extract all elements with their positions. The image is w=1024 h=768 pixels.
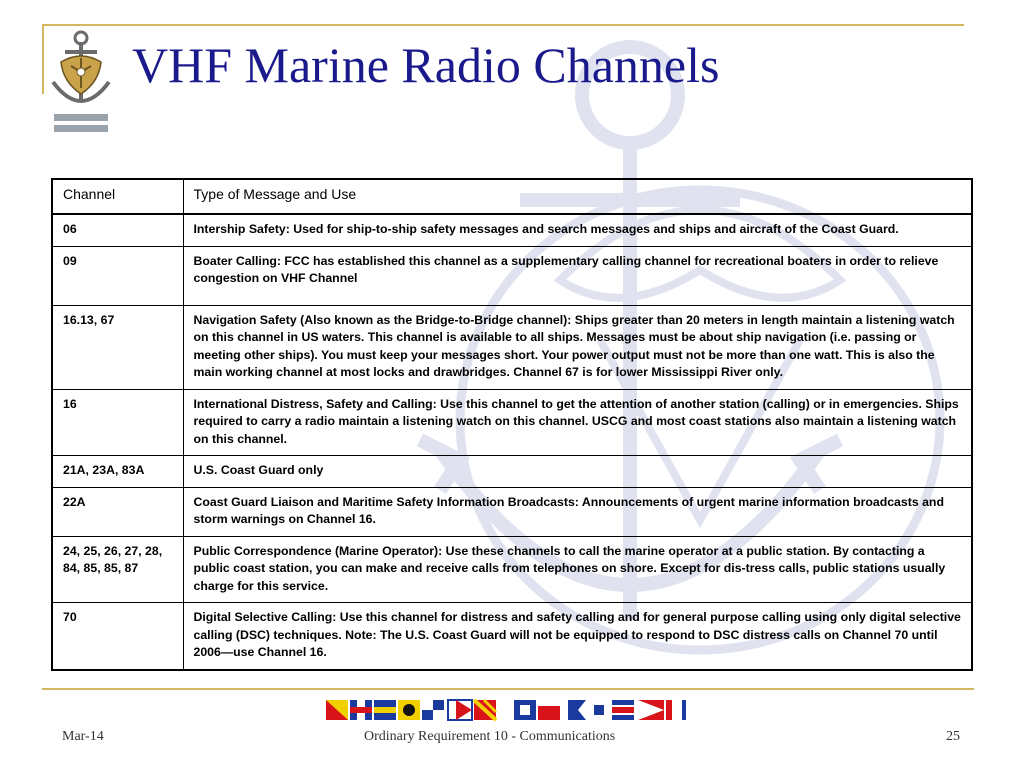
channel-cell: 22A xyxy=(52,487,183,536)
channel-cell: 09 xyxy=(52,246,183,305)
use-cell: Public Correspondence (Marine Operator): Use these channels to call the marine operator at a public station. By contacting a public coast station, you can make and receive calls from telephones on shore. Except for dis-tress calls, public stations usually charge for this service. xyxy=(183,536,972,603)
use-cell: Intership Safety: Used for ship-to-ship safety messages and search messages and ships and aircraft of the Coast Guard. xyxy=(183,214,972,246)
table-row xyxy=(52,389,972,456)
table-row xyxy=(52,487,972,536)
column-header-type-of-message: Type of Message and Use xyxy=(183,179,972,214)
slide-title: VHF Marine Radio Channels xyxy=(132,37,720,93)
table-row xyxy=(52,456,972,488)
vhf-channel-table xyxy=(51,178,973,671)
nautical-signal-flags-icon xyxy=(326,698,696,722)
table-row xyxy=(52,305,972,389)
use-cell: International Distress, Safety and Calling: Use this channel to get the attention of another station (calling) or in emergencies. Ships required to carry a radio maintain a listening watch on this channel. USCG and most coast stations also maintain a listening watch on this channel. xyxy=(183,389,972,456)
page-number: 25 xyxy=(946,729,960,744)
table-row xyxy=(52,246,972,305)
table-row xyxy=(52,214,972,246)
table-row xyxy=(52,536,972,603)
table-row xyxy=(52,603,972,670)
channel-cell: 16.13, 67 xyxy=(52,305,183,389)
channel-cell: 70 xyxy=(52,603,183,670)
use-cell: Boater Calling: FCC has established this channel as a supplementary calling channel for recreational boaters in order to relieve congestion on VHF Channel xyxy=(183,246,972,305)
column-header-channel: Channel xyxy=(52,179,183,214)
table-header-row xyxy=(52,179,972,214)
channel-cell: 06 xyxy=(52,214,183,246)
footer-title: Ordinary Requirement 10 - Communications xyxy=(364,729,616,744)
use-cell: Navigation Safety (Also known as the Bridge-to-Bridge channel): Ships greater than 20 meters in length maintain a listening watch on this channel in US waters. This channel is available to all ships. Messages must be about ship navigation (i.e. passing or meeting other ships). You must keep your messages short. Your power output must not be more than one watt. This is also the main working channel at most locks and drawbridges. Channel 67 is for lower Mississippi River only. xyxy=(183,305,972,389)
frame-left-rule xyxy=(42,24,44,94)
channel-cell: 16 xyxy=(52,389,183,456)
use-cell: U.S. Coast Guard only xyxy=(183,456,972,488)
channel-cell: 24, 25, 26, 27, 28, 84, 85, 85, 87 xyxy=(52,536,183,603)
footer-date: Mar-14 xyxy=(62,729,104,744)
use-cell: Coast Guard Liaison and Maritime Safety Information Broadcasts: Announcements of urgent marine information broadcasts and storm warnings on Channel 16. xyxy=(183,487,972,536)
sea-scouts-anchor-emblem-icon xyxy=(48,28,114,136)
channel-cell: 21A, 23A, 83A xyxy=(52,456,183,488)
use-cell: Digital Selective Calling: Use this channel for distress and safety calling and for general purpose calling using only digital selective calling (DSC) techniques. Note: The U.S. Coast Guard will not be equipped to respond to DSC distress calls on Channel 70 until 2006—use Channel 16. xyxy=(183,603,972,670)
frame-bottom-rule xyxy=(42,688,974,690)
